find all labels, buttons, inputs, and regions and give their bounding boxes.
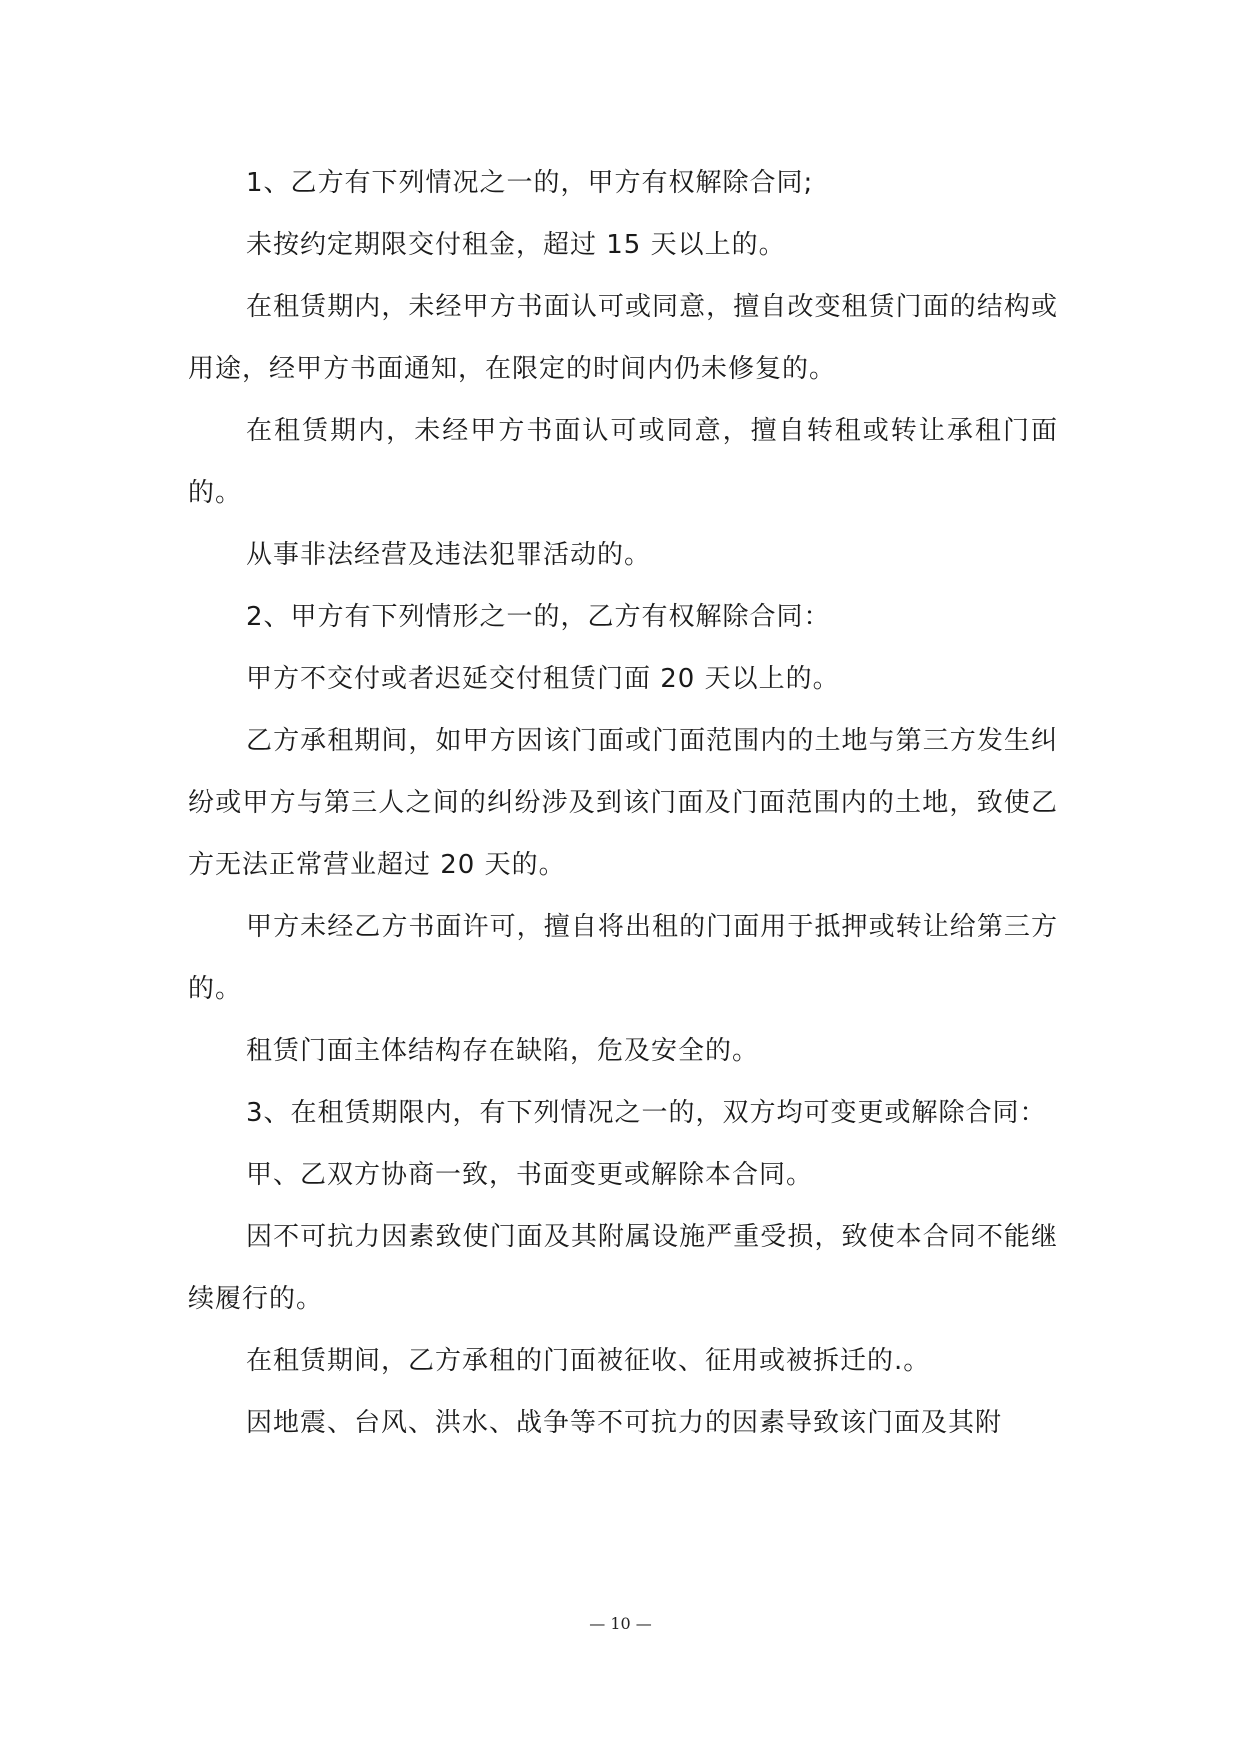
paragraph-force-majeure-damage: 因不可抗力因素致使门面及其附属设施严重受损，致使本合同不能继续履行的。 [188,1222,1058,1314]
paragraph-sublease: 在租赁期内，未经甲方书面认可或同意，擅自转租或转让承租门面的。 [188,416,1058,508]
paragraph-mutual-agreement: 甲、乙双方协商一致，书面变更或解除本合同。 [246,1160,814,1190]
document-body [188,152,1058,1454]
paragraph-clause-1: 1、乙方有下列情况之一的，甲方有权解除合同; [246,168,814,198]
paragraph-illegal-activity: 从事非法经营及违法犯罪活动的。 [246,540,652,570]
paragraph-late-delivery: 甲方不交付或者迟延交付租赁门面 20 天以上的。 [246,664,840,694]
paragraph-structural-defect: 租赁门面主体结构存在缺陷，危及安全的。 [246,1036,760,1066]
paragraph-land-dispute: 乙方承租期间，如甲方因该门面或门面范围内的土地与第三方发生纠纷或甲方与第三人之间的纠纷涉及到该门面及门面范围内的土地，致使乙方无法正常营业超过 20 天的。 [188,726,1058,880]
paragraph-expropriation: 在租赁期间，乙方承租的门面被征收、征用或被拆迁的.。 [246,1346,931,1376]
paragraph-clause-3: 3、在租赁期限内，有下列情况之一的，双方均可变更或解除合同： [246,1098,1047,1128]
paragraph-structure-change: 在租赁期内，未经甲方书面认可或同意，擅自改变租赁门面的结构或用途，经甲方书面通知，在限定的时间内仍未修复的。 [188,292,1058,384]
page-number: — 10 — [589,1614,652,1633]
paragraph-rent-overdue: 未按约定期限交付租金，超过 15 天以上的。 [246,230,786,260]
paragraph-clause-2: 2、甲方有下列情形之一的，乙方有权解除合同： [246,602,831,632]
paragraph-natural-disaster: 因地震、台风、洪水、战争等不可抗力的因素导致该门面及其附 [246,1408,1003,1438]
paragraph-mortgage: 甲方未经乙方书面许可，擅自将出租的门面用于抵押或转让给第三方的。 [188,912,1058,1004]
